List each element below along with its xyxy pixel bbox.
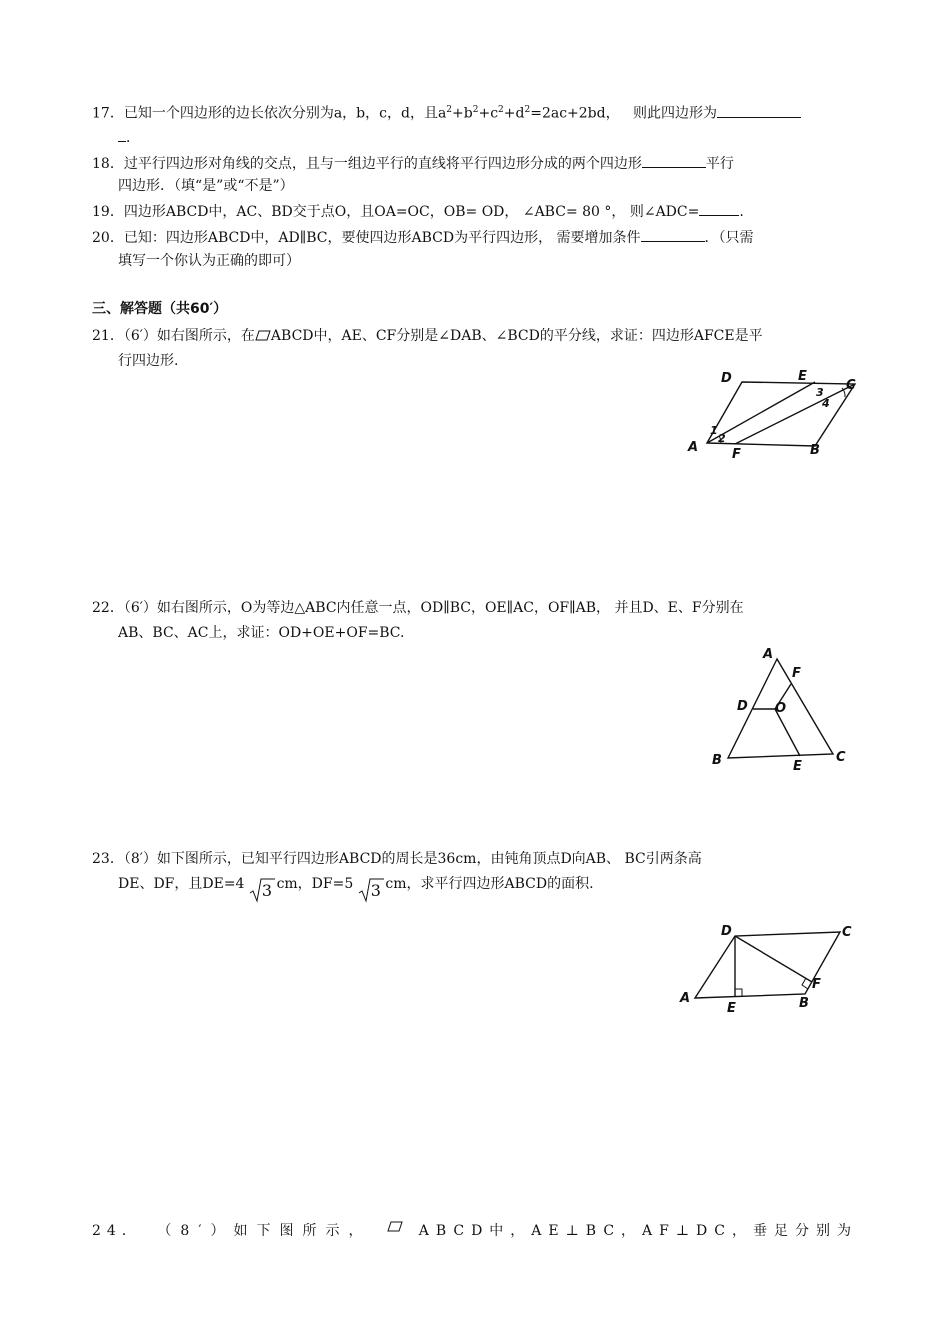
q24-text-b: ABCD中，AE⊥BC，AF⊥DC，垂足分别为 <box>418 1223 858 1239</box>
q23-label-f: F <box>812 977 821 992</box>
q22-segment-oe <box>775 709 800 756</box>
q23-line-2 <box>118 874 594 901</box>
q17-answer-blank[interactable] <box>717 103 801 118</box>
q23-text-b: DE、DF，且DE=4 <box>118 876 245 892</box>
q22-label-f: F <box>792 666 801 681</box>
q21-label-a: A <box>688 440 699 455</box>
parallelogram-symbol-icon <box>255 330 271 341</box>
q21-text-b: ABCD中，AE、CF分别是∠DAB、∠BCD的平分线，求证：四边形AFCE是平 <box>270 328 763 344</box>
q24-text-a: （8′）如下图所示， <box>157 1223 372 1239</box>
q22-line-1 <box>92 598 744 618</box>
q17-text-before: 已知一个四边形的边长依次分别为a，b，c，d，且a <box>123 105 447 122</box>
q23-text-d: cm，求平行四边形ABCD的面积. <box>385 876 594 892</box>
q17-sup-a: 2 <box>446 105 453 115</box>
q22-figure <box>705 644 865 776</box>
q17-plus-c: +c <box>478 105 499 122</box>
q20-text-c: 填写一个你认为正确的即可） <box>118 253 300 269</box>
q17-number: 17． <box>92 105 124 122</box>
q22-text-b: AB、BC、AC上，求证：OD+OE+OF=BC. <box>118 625 405 641</box>
q17-sup-d: 2 <box>524 105 531 115</box>
q23-label-b: B <box>799 996 809 1011</box>
q17-plus-d: +d <box>503 105 525 122</box>
q19-end: . <box>739 204 744 220</box>
q21-figure <box>685 366 875 466</box>
q23-label-a: A <box>680 991 691 1006</box>
q17-line-2 <box>118 127 140 148</box>
q22-line-2 <box>118 623 404 643</box>
section-3-title: 三、解答题（共60′） <box>92 301 228 317</box>
q23-number: 23． <box>92 851 124 867</box>
q18-number: 18． <box>92 156 124 172</box>
q22-label-a: A <box>763 647 774 662</box>
q21-label-f: F <box>732 447 741 462</box>
q20-line-1 <box>92 227 754 248</box>
q22-label-b: B <box>712 753 722 768</box>
q18-text-a: 过平行四边形对角线的交点，且与一组边平行的直线将平行四边形分成的两个四边形 <box>123 156 642 172</box>
q21-line-1 <box>92 326 763 346</box>
q17-plus-b: +b <box>452 105 473 122</box>
q21-label-2: 2 <box>718 432 726 445</box>
q23-line-1 <box>92 849 702 869</box>
q23-height-df <box>735 936 812 982</box>
q17-text-after: 则此四边形为 <box>632 105 717 122</box>
q23-label-d: D <box>721 924 732 939</box>
q22-label-d: D <box>737 699 748 714</box>
q22-text-a: （6′）如右图所示，O为等边△ABC内任意一点，OD∥BC，OE∥AC，OF∥AB， 并且D、E、F分别在 <box>123 600 744 616</box>
q22-label-e: E <box>793 759 802 774</box>
sqrt-3-first <box>249 881 272 901</box>
q20-line-2 <box>118 251 300 271</box>
q21-label-3: 3 <box>816 386 824 399</box>
q21-text-c: 行四边形. <box>118 353 179 369</box>
q21-number: 21． <box>92 328 124 344</box>
q18-text-b: 平行 <box>705 156 734 172</box>
q17-answer-blank-cont[interactable] <box>118 127 126 142</box>
q19-number: 19． <box>92 204 124 220</box>
q21-label-1: 1 <box>710 424 718 437</box>
q19-line <box>92 201 744 222</box>
q23-figure <box>675 918 865 1018</box>
q19-answer-blank[interactable] <box>699 201 739 216</box>
q17-end: ． <box>126 130 140 146</box>
q22-label-o: O <box>775 701 787 716</box>
q24-line <box>92 1221 858 1241</box>
q17-equation: =2ac+2bd， <box>530 105 620 122</box>
q18-text-c: 四边形．（填“是”或“不是”） <box>118 178 294 194</box>
q17-sup-b: 2 <box>472 105 479 115</box>
q24-parallelogram-symbol-icon <box>387 1221 403 1232</box>
q18-line-2 <box>118 176 294 196</box>
q18-answer-blank[interactable] <box>642 153 706 168</box>
q22-label-c: C <box>836 750 846 765</box>
q21-parallelogram <box>707 382 855 446</box>
q17-sup-c: 2 <box>498 105 504 115</box>
q20-text-b: ．（只需 <box>704 230 754 246</box>
q20-text-a: 已知：四边形ABCD中，AD∥BC，要使四边形ABCD为平行四边形， 需要增加条件 <box>123 230 641 246</box>
q23-text-a: （8′）如下图所示，已知平行四边形ABCD的周长是36cm，由钝角顶点D向AB、 BC引两条高 <box>123 851 702 867</box>
q24-number: 24． <box>92 1223 142 1239</box>
q21-label-e: E <box>798 369 807 384</box>
q23-text-c: cm，DF=5 <box>276 876 354 892</box>
q21-label-b: B <box>810 443 820 458</box>
q20-answer-blank[interactable] <box>641 227 705 242</box>
q21-line-2 <box>118 351 178 371</box>
sqrt-3-second-radicand: 3 <box>370 881 381 900</box>
q21-label-c: C <box>846 378 856 393</box>
q22-number: 22． <box>92 600 124 616</box>
q23-label-c: C <box>842 925 852 940</box>
q21-label-4: 4 <box>822 397 830 410</box>
sqrt-3-first-radicand: 3 <box>261 881 273 900</box>
q19-text: 四边形ABCD中，AC、BD交于点O，且OA=OC，OB= OD， ∠ABC= 80 °， 则∠ADC= <box>123 204 700 220</box>
q17-line-1 <box>92 100 801 124</box>
sqrt-3-second <box>358 881 381 901</box>
q21-label-d: D <box>721 371 732 386</box>
q21-text-a: （6′）如右图所示，在 <box>123 328 255 344</box>
q18-line-1 <box>92 153 734 174</box>
q20-number: 20． <box>92 230 124 246</box>
q23-label-e: E <box>727 1001 736 1016</box>
